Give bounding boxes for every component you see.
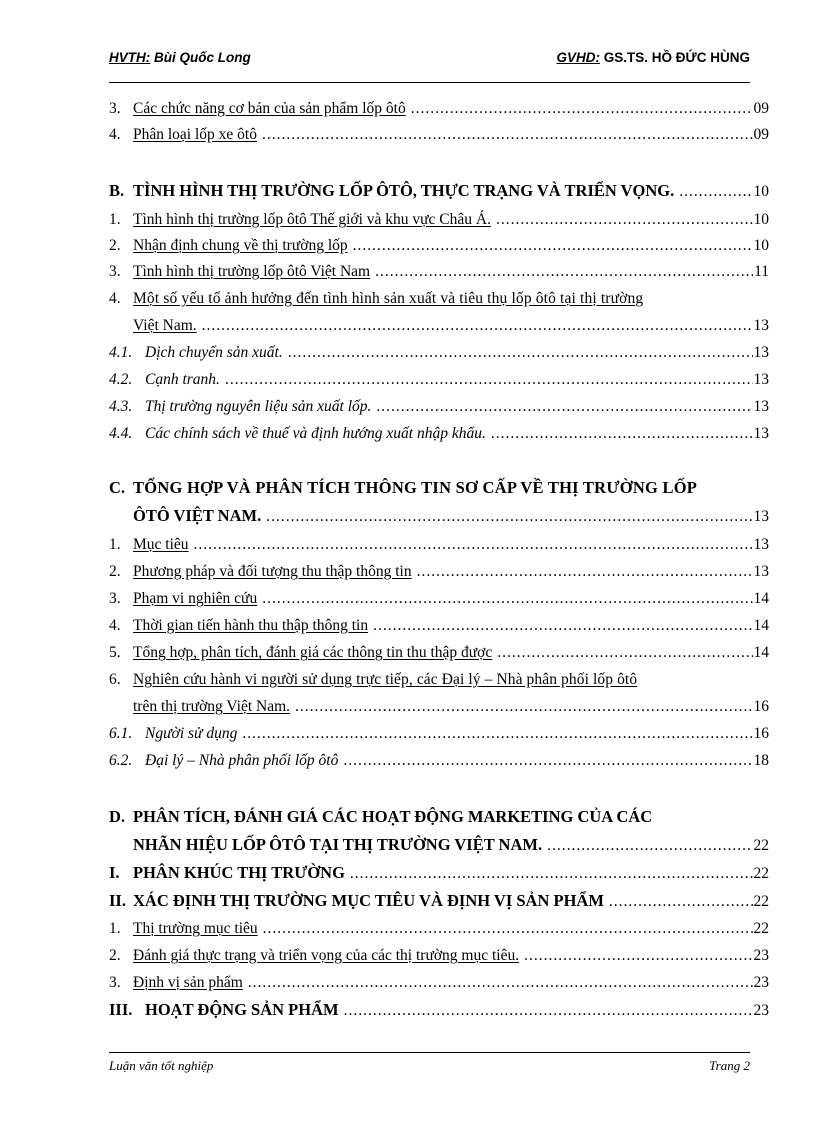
toc-entry-page: 13	[753, 563, 769, 580]
toc-subentry[interactable]	[109, 750, 769, 772]
toc-entry-title: Tình hình thị trường lốp ôtô Việt Nam	[133, 263, 371, 280]
toc-entry-number: C.	[109, 478, 126, 497]
toc-entry-number: 4.	[109, 290, 121, 307]
toc-entry-number: 1.	[109, 920, 121, 937]
student-name: Bùi Quốc Long	[154, 50, 251, 65]
toc-leader	[376, 396, 752, 418]
toc-entry-page: 09	[753, 126, 769, 143]
toc-entry-page: 23	[753, 1002, 769, 1019]
student-info	[109, 50, 251, 65]
toc-entry-title-continued: ÔTÔ VIỆT NAM.	[133, 506, 262, 525]
toc-entry-continuation[interactable]	[109, 315, 769, 337]
toc-entry[interactable]	[109, 124, 769, 146]
toc-entry-number: 4.1.	[109, 344, 133, 361]
toc-entry-page: 22	[753, 893, 769, 910]
toc-entry-page: 13	[753, 508, 769, 525]
toc-entry-title: Thị trường mục tiêu	[133, 920, 258, 937]
student-label: HVTH:	[109, 50, 151, 65]
toc-entry-number: 2.	[109, 237, 121, 254]
toc-subentry[interactable]	[109, 342, 769, 364]
toc-entry[interactable]	[109, 534, 769, 556]
toc-entry[interactable]	[109, 972, 769, 994]
toc-section-heading[interactable]	[109, 477, 769, 499]
toc-entry-title: PHÂN KHÚC THỊ TRƯỜNG	[133, 863, 345, 882]
toc-entry-title: Phương pháp và đối tượng thu thập thông tin	[133, 563, 412, 580]
advisor-label: GVHD:	[556, 50, 601, 65]
toc-entry-number: 6.2.	[109, 752, 133, 769]
toc-entry-title: TÌNH HÌNH THỊ TRƯỜNG LỐP ÔTÔ, THỰC TRẠNG VÀ TRIỂN VỌNG.	[133, 181, 675, 200]
toc-entry[interactable]	[109, 561, 769, 583]
toc-section-heading[interactable]	[109, 180, 769, 202]
toc-entry-number: 6.	[109, 671, 121, 688]
toc-entry-title: Dịch chuyển sản xuất.	[145, 344, 283, 361]
toc-entry-number: D.	[109, 807, 126, 826]
toc-entry-page: 10	[753, 237, 769, 254]
toc-entry-page: 13	[753, 371, 769, 388]
toc-entry-number: 2.	[109, 563, 121, 580]
toc-leader	[353, 235, 753, 257]
toc-leader	[524, 945, 752, 967]
toc-leader	[491, 423, 753, 445]
toc-leader	[547, 835, 752, 857]
toc-entry-title: Mục tiêu	[133, 536, 189, 553]
toc-entry-number: 4.2.	[109, 371, 133, 388]
toc-entry-number: 4.3.	[109, 398, 133, 415]
toc-leader	[496, 209, 753, 231]
toc-entry-number: 4.	[109, 617, 121, 634]
toc-subentry[interactable]	[109, 423, 769, 445]
toc-leader	[242, 723, 752, 745]
toc-section-heading[interactable]	[109, 999, 769, 1021]
toc-entry-page: 22	[753, 920, 769, 937]
toc-entry-page: 13	[753, 425, 769, 442]
toc-entry-title: Nhận định chung về thị trường lốp	[133, 237, 348, 254]
toc-entry[interactable]	[109, 209, 769, 231]
toc-entry-number: 1.	[109, 536, 121, 553]
toc-entry-page: 13	[753, 536, 769, 553]
toc-entry-page: 18	[753, 752, 769, 769]
toc-section-heading[interactable]	[109, 862, 769, 884]
toc-entry-title: Một số yếu tố ảnh hưởng đến tình hình sản xuất và tiêu thụ lốp ôtô tại thị trường	[133, 290, 644, 307]
toc-section-heading-continuation[interactable]	[109, 834, 769, 856]
toc-entry-number: 4.4.	[109, 425, 133, 442]
toc-entry-page: 11	[754, 263, 769, 280]
toc-entry-title: Phân loại lốp xe ôtô	[133, 126, 257, 143]
toc-entry-title: Tình hình thị trường lốp ôtô Thế giới và khu vực Châu Á.	[133, 211, 491, 228]
toc-entry-number: 3.	[109, 263, 121, 280]
toc-leader	[679, 181, 752, 203]
toc-entry-title: Thời gian tiến hành thu thập thông tin	[133, 617, 369, 634]
toc-entry[interactable]	[109, 642, 769, 664]
toc-entry-title: Định vị sản phẩm	[133, 974, 243, 991]
toc-leader	[194, 534, 753, 556]
toc-entry-title: Người sử dụng	[145, 725, 238, 742]
toc-entry-page: 14	[753, 644, 769, 661]
toc-entry-title: Tổng hợp, phân tích, đánh giá các thông tin thu thập được	[133, 644, 493, 661]
toc-entry-title: TỔNG HỢP VÀ PHÂN TÍCH THÔNG TIN SƠ CẤP VỀ THỊ TRƯỜNG LỐP	[133, 478, 698, 497]
toc-leader	[266, 506, 752, 528]
toc-leader	[375, 261, 753, 283]
toc-entry[interactable]	[109, 588, 769, 610]
toc-entry-continuation[interactable]	[109, 696, 769, 718]
toc-entry-title: Đại lý – Nhà phân phối lốp ôtô	[145, 752, 339, 769]
toc-entry[interactable]	[109, 235, 769, 257]
page-footer	[109, 1058, 750, 1076]
toc-entry-title: Đánh giá thực trạng và triển vọng của các thị trường mục tiêu.	[133, 947, 520, 964]
toc-entry-title: Cạnh tranh.	[145, 371, 220, 388]
toc-leader	[263, 918, 753, 940]
toc-entry-page: 16	[753, 725, 769, 742]
toc-leader	[343, 750, 752, 772]
toc-leader	[497, 642, 752, 664]
toc-entry-title-continued: Việt Nam.	[133, 317, 197, 334]
toc-entry-title: Phạm vi nghiên cứu	[133, 590, 258, 607]
toc-entry-page: 13	[753, 398, 769, 415]
toc-entry-page: 14	[753, 617, 769, 634]
advisor-name: GS.TS. HỒ ĐỨC HÙNG	[603, 50, 750, 65]
toc-entry[interactable]	[109, 945, 769, 967]
toc-entry-title: XÁC ĐỊNH THỊ TRƯỜNG MỤC TIÊU VÀ ĐỊNH VỊ SẢN PHẨM	[133, 891, 604, 910]
footer-document-type: Luận văn tốt nghiệp	[109, 1058, 214, 1073]
toc-entry-page: 13	[753, 317, 769, 334]
toc-entry-number: 3.	[109, 100, 121, 117]
toc-entry-title-continued: NHÃN HIỆU LỐP ÔTÔ TẠI THỊ TRƯỜNG VIỆT NAM.	[133, 835, 543, 854]
toc-section-heading[interactable]	[109, 890, 769, 912]
toc-entry-number: III.	[109, 1000, 133, 1019]
toc-entry-number: II.	[109, 891, 126, 910]
page-header	[109, 50, 750, 70]
toc-entry-page: 13	[753, 344, 769, 361]
toc-entry-number: 5.	[109, 644, 121, 661]
toc-section-heading[interactable]	[109, 806, 769, 828]
toc-leader	[262, 124, 753, 146]
toc-subentry[interactable]	[109, 369, 769, 391]
toc-entry-page: 16	[753, 698, 769, 715]
footer-page-number: Trang 2	[709, 1058, 750, 1073]
toc-subentry[interactable]	[109, 723, 769, 745]
toc-entry-page: 10	[753, 183, 769, 200]
toc-entry-number: 1.	[109, 211, 121, 228]
toc-leader	[202, 315, 753, 337]
toc-entry-title: HOẠT ĐỘNG SẢN PHẨM	[145, 1000, 339, 1019]
toc-entry-number: 4.	[109, 126, 121, 143]
toc-entry[interactable]	[109, 918, 769, 940]
toc-entry-title: Các chính sách về thuế và định hướng xuất nhập khẩu.	[145, 425, 486, 442]
toc-leader	[262, 588, 752, 610]
toc-leader	[288, 342, 753, 364]
toc-entry[interactable]	[109, 288, 769, 310]
toc-entry-page: 14	[753, 590, 769, 607]
toc-entry-page: 22	[753, 837, 769, 854]
toc-entry-number: I.	[109, 863, 120, 882]
toc-entry[interactable]	[109, 261, 769, 283]
toc-entry-title: Nghiên cứu hành vi người sử dụng trực tiếp, các Đại lý – Nhà phân phối lốp ôtô	[133, 671, 638, 688]
toc-entry[interactable]	[109, 98, 769, 120]
toc-entry-number: 3.	[109, 974, 121, 991]
toc-entry-page: 23	[753, 947, 769, 964]
header-rule	[109, 82, 750, 83]
toc-leader	[225, 369, 753, 391]
toc-leader	[373, 615, 752, 637]
toc-entry-title: PHÂN TÍCH, ĐÁNH GIÁ CÁC HOẠT ĐỘNG MARKETING CỦA CÁC	[133, 807, 653, 826]
footer-rule	[109, 1052, 750, 1053]
toc-entry-number: 3.	[109, 590, 121, 607]
toc-leader	[248, 972, 753, 994]
toc-leader	[411, 98, 753, 120]
toc-entry-number: 6.1.	[109, 725, 133, 742]
toc-entry-number: 2.	[109, 947, 121, 964]
toc-entry[interactable]	[109, 669, 769, 691]
toc-subentry[interactable]	[109, 396, 769, 418]
toc-entry-number: B.	[109, 181, 125, 200]
toc-entry-title-continued: trên thị trường Việt Nam.	[133, 698, 291, 715]
toc-entry[interactable]	[109, 615, 769, 637]
toc-leader	[295, 696, 752, 718]
toc-entry-page: 09	[753, 100, 769, 117]
advisor-info	[557, 50, 750, 65]
toc-entry-title: Các chức năng cơ bản của sản phẩm lốp ôtô	[133, 100, 406, 117]
toc-entry-page: 23	[753, 974, 769, 991]
toc-entry-title: Thị trường nguyên liệu sản xuất lốp.	[145, 398, 372, 415]
toc-leader	[609, 891, 753, 913]
toc-entry-page: 22	[753, 865, 769, 882]
toc-entry-page: 10	[753, 211, 769, 228]
toc-section-heading-continuation[interactable]	[109, 505, 769, 527]
toc-leader	[350, 863, 753, 885]
toc-leader	[417, 561, 753, 583]
toc-leader	[344, 1000, 753, 1022]
